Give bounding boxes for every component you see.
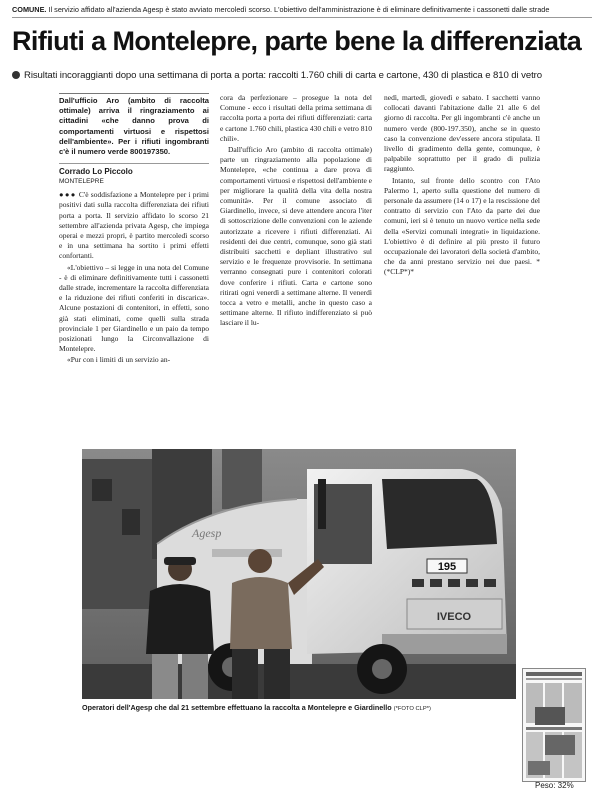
kicker-section: COMUNE. xyxy=(12,5,47,14)
truck-photo-drawing xyxy=(82,449,516,699)
dots-icon: ●●● xyxy=(59,190,77,200)
truck-brand: IVECO xyxy=(436,611,472,623)
bullet-icon xyxy=(12,71,20,79)
headline: Rifiuti a Montelepre, parte bene la differenziata xyxy=(12,26,582,56)
truck-photo xyxy=(82,449,516,699)
caption-text: Operatori dell'Agesp che dal 21 settembre effettuano la raccolta a Montelepre e Giardinello xyxy=(82,703,392,712)
paragraph: Intanto, sul fronte dello scontro con l'Ato Palermo 1, aperto sulla questione del numero di personale da assumere (14 o 17) e la rescissione del contratto di servizio con l'Ato da parte dei due comuni, ieri si è tenuto un nuovo vertice nella sede della «Servizi comunali integrati» in liquidazione. L'obiettivo è di definire al più presto il futuro occupazionale dei lavoratori della società d'ambito, che da anni prestano servizio nei due paesi. *(*CLP*)* xyxy=(384,175,540,277)
paragraph: Dall'ufficio Aro (ambito di raccolta ottimale) parte un ringraziamento alla popolazione di Montelepre, «che continua a dare prova di comportamenti virtuosi e rispettosi dell'ambiente e per migliorare la qualità della vita della nostra comunità». Per il comune associato di Giardinello, invece, si deve attendere ancora l'iter di sottoscrizione delle convenzioni con le aziende autorizzate a ricevere i rifiuti differenziati. Ai residenti dei due centri, comunque, sono già stati distribuiti sacchetti e depliant illustrativo sul servizio e le frequenze provvisorie. In settimana verranno consegnati pure i contenitori colorati dove conferire i rifiuti. Carta e cartone sono ritirati ogni venerdì a settimane alterne. Il venerdì tocca a vetro e metalli, anche in questo caso a settimane alterne. Il rifiuto indifferenziato si può lasciare il lu- xyxy=(220,145,372,328)
paragraph xyxy=(59,190,209,261)
truck-number: 195 xyxy=(437,561,457,573)
page-thumbnail-drawing xyxy=(523,669,585,781)
byline-author: Corrado Lo Piccolo xyxy=(59,163,209,177)
paragraph: «L'obiettivo – si legge in una nota del Comune - è di eliminare definitivamente tutti i cassonetti dalle strade, incrementare la raccolta differenziata e la riduzione dei rifiuti conferiti in discarica». Alcune postazioni di contenitori, in effetti, sono già stati eliminati, come quelli sulla strada provinciale 1 per Giardinello e un paio da tempo posizionati lungo la Circonvallazione di Montelepre. xyxy=(59,262,209,354)
weight-label: Peso: 32% xyxy=(535,781,574,790)
column-2 xyxy=(220,93,372,330)
page-thumbnail xyxy=(522,668,586,782)
paragraph: nedì, martedì, giovedì e sabato. I sacchetti vanno collocati davanti l'abitazione dalle 21 alle 6 del giorno di raccolta. Per gli ingombranti c'è anche un numero verde (800-197.350), anche se in questo caso la convenzione dev'essere ancora stipulata. Il livello di gradimento della gente, comunque, è palpabile soprattutto per il grado di pulizia raggiunto. xyxy=(384,93,540,174)
caption-credit: (*FOTO CLP*) xyxy=(393,706,431,712)
column-1 xyxy=(59,93,209,367)
subheadline-text: Risultati incoraggianti dopo una settimana di porta a porta: raccolti 1.760 chili di carta e cartone, 430 di plastica e 810 di vetro xyxy=(24,70,542,81)
paragraph-text: C'è soddisfazione a Montelepre per i primi positivi dati sulla raccolta differenziata dei rifiuti porta a porta. Il servizio affidato lo scorso 21 settembre all'azienda privata Agesp, che impiega operai e mezzi propri, è partito mercoledì scorso e in una settimana ha sortito i primi effetti confortanti. xyxy=(59,190,209,261)
lead-box: Dall'ufficio Aro (ambito di raccolta ottimale) arriva il ringraziamento ai cittadini «che danno prova di comportamenti virtuosi e rispettosi dell'ambiente». Per i rifiuti ingombranti c'è il numero verde 800197350. xyxy=(59,93,209,157)
agesp-logo: Agesp xyxy=(192,526,222,540)
photo-caption xyxy=(82,703,516,714)
byline-place: MONTELEPRE xyxy=(59,178,104,186)
paragraph: «Pur con i limiti di un servizio an- xyxy=(67,355,171,365)
kicker-line xyxy=(12,5,592,18)
subheadline xyxy=(12,69,594,82)
paragraph: cora da perfezionare – prosegue la nota del Comune - ecco i risultati della prima settimana di raccolta porta a porta dei rifiuti differenziati: carta e cartone 1.760 chili, plastica 430 chili e vetro 810 chili». xyxy=(220,93,372,143)
column-3 xyxy=(384,93,540,279)
kicker-text: Il servizio affidato all'azienda Agesp è stato avviato mercoledì scorso. L'obiettivo dell'amministrazione è di eliminare definitivamente i cassonetti dalle strade xyxy=(48,5,550,14)
